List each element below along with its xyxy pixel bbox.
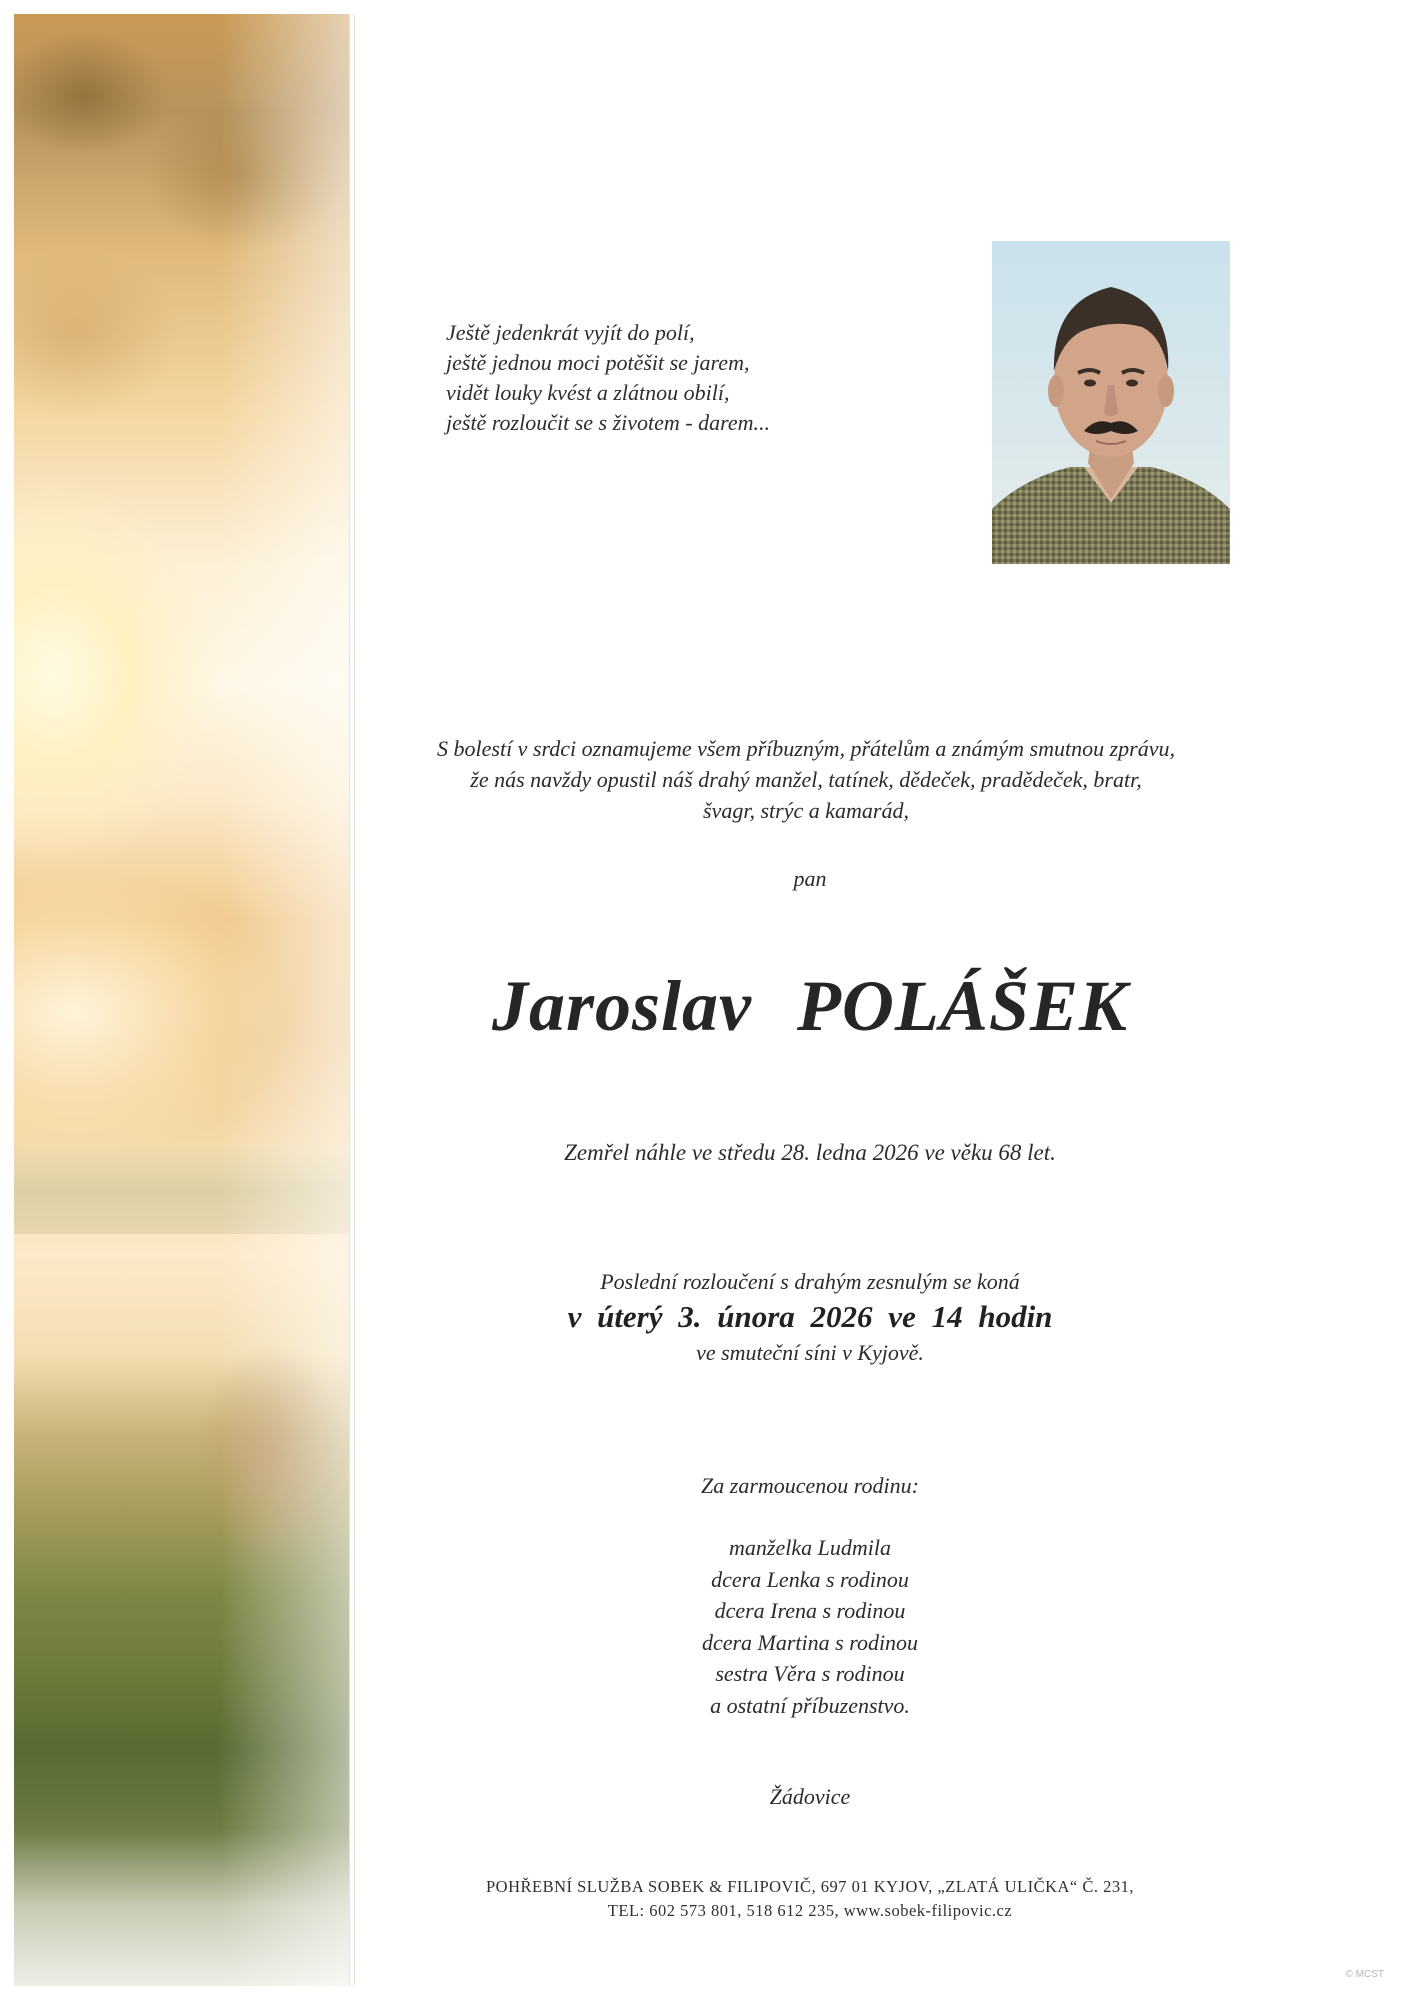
farewell-location: ve smuteční síni v Kyjově. — [696, 1340, 924, 1365]
family-list — [560, 1532, 1060, 1721]
family-member: dcera Martina s rodinou — [701, 1629, 919, 1655]
farewell-intro: Poslední rozloučení s drahým zesnulým se koná — [600, 1269, 1020, 1294]
family-member: manželka Ludmila — [729, 1535, 891, 1560]
announcement-line: že nás navždy opustil náš drahý manžel, tatínek, dědeček, pradědeček, bratr, — [470, 767, 1142, 792]
place-name: Žádovice — [769, 1784, 851, 1809]
poem-line: vidět louky kvést a zlátnou obilí, — [446, 380, 730, 405]
family-member: dcera Irena s rodinou — [714, 1598, 906, 1623]
poem-line: Ještě jedenkrát vyjít do polí, — [446, 320, 695, 345]
poem-line: ještě jednou moci potěšit se jarem, — [446, 350, 750, 375]
landscape-photo — [14, 14, 349, 1986]
funeral-service-footer — [360, 1875, 1260, 1923]
footer-contact: TEL: 602 573 801, 518 612 235, www.sobek-filipovic.cz — [607, 1901, 1013, 1920]
family-member: sestra Věra s rodinou — [715, 1661, 905, 1686]
family-member: dcera Lenka s rodinou — [711, 1566, 909, 1592]
footer-address: POHŘEBNÍ SLUŽBA SOBEK & FILIPOVIČ, 697 01 KYJOV, „ZLATÁ ULIČKA“ Č. 231, — [486, 1877, 1134, 1896]
announcement-line: S bolestí v srdci oznamujeme všem příbuzným, přátelům a známým smutnou zprávu, — [437, 736, 1175, 761]
farewell-date-time: v úterý 3. února 2026 ve 14 hodin — [567, 1299, 1053, 1334]
photo-fade — [219, 14, 349, 1986]
poem — [446, 318, 946, 438]
first-name: Jaroslav — [491, 966, 752, 1046]
vertical-divider — [349, 14, 355, 1986]
announcement-line: švagr, strýc a kamarád, — [703, 798, 909, 823]
announcement — [326, 733, 1286, 826]
title-word: pan — [793, 866, 827, 891]
last-name: POLÁŠEK — [796, 966, 1129, 1046]
copyright-mark: © MCST — [1345, 1969, 1384, 1980]
portrait-photo — [992, 241, 1230, 564]
poem-line: ještě rozloučit se s životem - darem... — [446, 410, 771, 435]
family-member: a ostatní příbuzenstvo. — [710, 1692, 910, 1718]
portrait-illustration — [992, 241, 1230, 564]
death-notice: Zemřel náhle ve středu 28. ledna 2026 ve věku 68 let. — [564, 1140, 1056, 1165]
family-heading: Za zarmoucenou rodinu: — [701, 1473, 919, 1498]
deceased-name — [360, 965, 1260, 1048]
farewell-info — [380, 1266, 1240, 1368]
